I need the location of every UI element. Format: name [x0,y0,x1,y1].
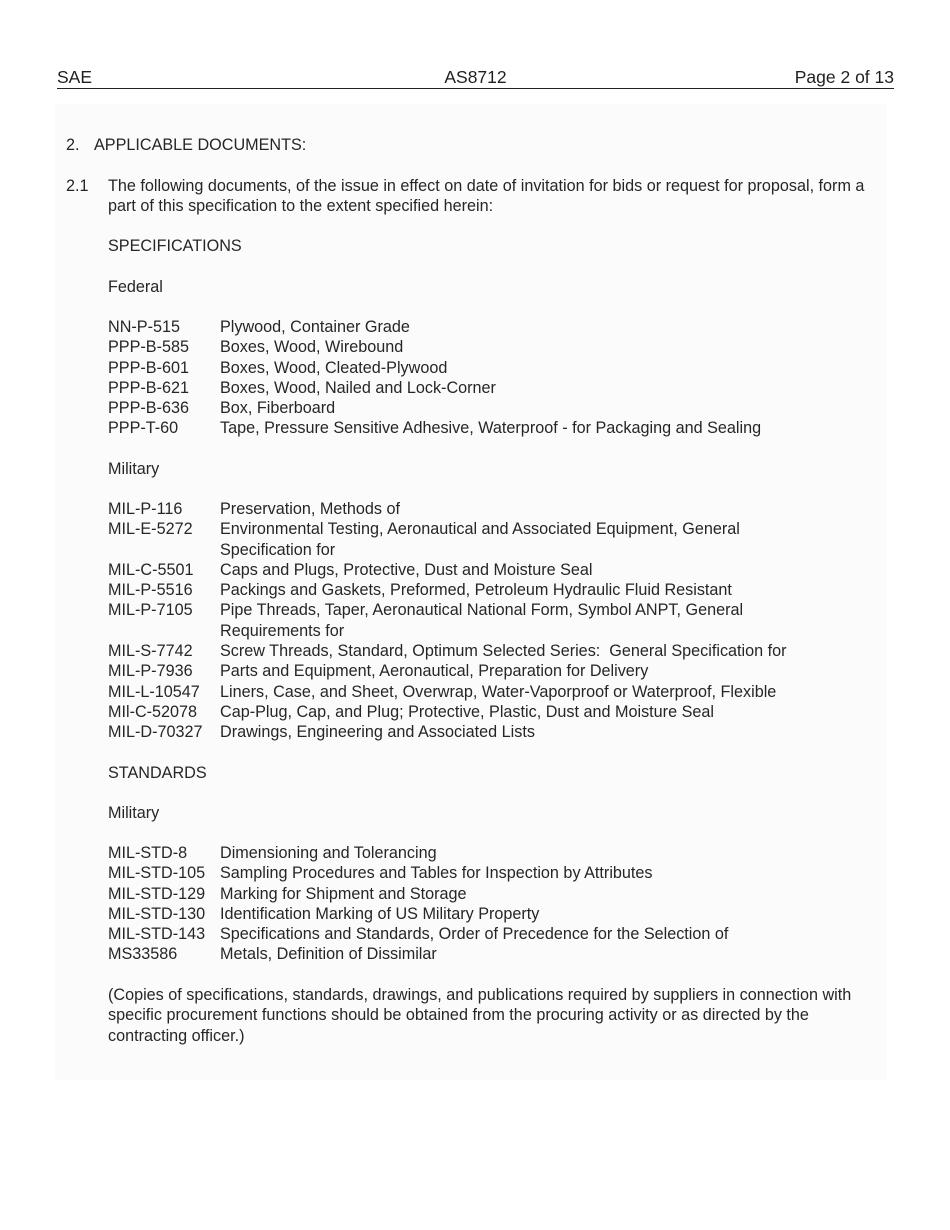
doc-title: Identification Marking of US Military Property [220,904,540,923]
doc-code: MS33586 [108,945,178,964]
doc-title: Tape, Pressure Sensitive Adhesive, Waterproof - for Packaging and Sealing [220,419,762,438]
doc-code: MIL-STD-129 [108,884,206,903]
list-item [108,499,840,519]
list-item [108,317,840,337]
doc-title: Packings and Gaskets, Preformed, Petroleum Hydraulic Fluid Resistant [220,581,732,600]
doc-code: PPP-B-585 [108,338,189,357]
list-item [108,418,840,438]
doc-title: Environmental Testing, Aeronautical and Associated Equipment, General Specification for [220,520,740,559]
doc-title: Metals, Definition of Dissimilar [220,945,437,964]
doc-code: MIL-P-7105 [108,601,193,620]
doc-code: MIL-P-116 [108,500,183,518]
doc-title: Boxes, Wood, Wirebound [220,338,404,357]
list-item [108,519,840,560]
list-item [108,924,840,944]
header-org: SAE [57,67,93,87]
doc-code: PPP-B-636 [108,399,189,418]
doc-code: MIl-C-52078 [108,702,198,721]
federal-heading: Federal [108,278,163,296]
list-item [108,398,840,418]
list-item [108,722,840,742]
military-spec-list [108,499,840,743]
doc-title: Box, Fiberboard [220,399,336,418]
list-item [108,661,840,681]
doc-title: Sampling Procedures and Tables for Inspection by Attributes [220,864,653,883]
doc-code: MIL-D-70327 [108,723,203,742]
military-spec-heading: Military [108,460,160,478]
doc-title: Marking for Shipment and Storage [220,884,467,903]
doc-code: MIL-C-5501 [108,560,194,579]
doc-title: Cap-Plug, Cap, and Plug; Protective, Plastic, Dust and Moisture Seal [220,702,714,721]
doc-code: PPP-B-601 [108,358,189,377]
doc-code: MIL-STD-130 [108,904,206,923]
section-number: 2. [66,136,80,154]
copies-note: (Copies of specifications, standards, drawings, and publications required by suppliers in connection with specific procurement functions should be obtained from the procuring activity or as directed by the contracting officer.) [108,986,852,1045]
list-item [108,358,840,378]
doc-title: Plywood, Container Grade [220,318,410,336]
doc-title: Boxes, Wood, Nailed and Lock-Corner [220,378,496,397]
doc-code: MIL-L-10547 [108,682,200,701]
doc-code: MIL-STD-105 [108,864,206,883]
paragraph-number: 2.1 [66,177,89,195]
list-item [108,702,840,722]
list-item [108,863,840,883]
doc-title: Drawings, Engineering and Associated Lists [220,723,535,742]
doc-code: MIL-S-7742 [108,642,193,661]
doc-code: MIL-P-7936 [108,662,193,681]
doc-code: MIL-E-5272 [108,520,193,539]
doc-code: MIL-STD-143 [108,925,206,944]
standards-heading: STANDARDS [108,764,207,782]
list-item [108,337,840,357]
doc-code: MIL-STD-8 [108,844,188,862]
header-page-number: Page 2 of 13 [794,67,894,87]
military-std-heading: Military [108,804,160,822]
list-item [108,944,840,964]
paragraph-text: The following documents, of the issue in effect on date of invitation for bids or request for proposal, form a part of this specification to the extent specified herein: [108,177,865,216]
doc-code: NN-P-515 [108,318,180,336]
list-item [108,682,840,702]
doc-title: Specifications and Standards, Order of Precedence for the Selection of [220,925,729,944]
specifications-heading: SPECIFICATIONS [108,237,242,255]
military-standards-list [108,843,840,965]
doc-title: Caps and Plugs, Protective, Dust and Moisture Seal [220,560,593,579]
doc-code: PPP-T-60 [108,419,179,438]
federal-spec-list [108,317,840,439]
list-item [108,378,840,398]
list-item [108,580,840,600]
page-header [57,66,894,89]
doc-title: Preservation, Methods of [220,500,400,518]
doc-code: PPP-B-621 [108,378,189,397]
section-title: APPLICABLE DOCUMENTS: [94,136,307,154]
doc-title: Parts and Equipment, Aeronautical, Preparation for Delivery [220,662,649,681]
doc-title: Pipe Threads, Taper, Aeronautical National Form, Symbol ANPT, General Requirements for [220,601,744,640]
list-item [108,560,840,580]
list-item [108,884,840,904]
list-item [108,641,840,661]
list-item [108,843,840,863]
list-item [108,600,840,641]
doc-code: MIL-P-5516 [108,581,193,600]
header-doc-number: AS8712 [444,67,507,87]
doc-title: Dimensioning and Tolerancing [220,844,437,862]
doc-title: Liners, Case, and Sheet, Overwrap, Water-Vaporproof or Waterproof, Flexible [220,682,777,701]
list-item [108,904,840,924]
doc-title: Boxes, Wood, Cleated-Plywood [220,358,448,377]
doc-title: Screw Threads, Standard, Optimum Selected Series: General Specification for [220,642,787,661]
